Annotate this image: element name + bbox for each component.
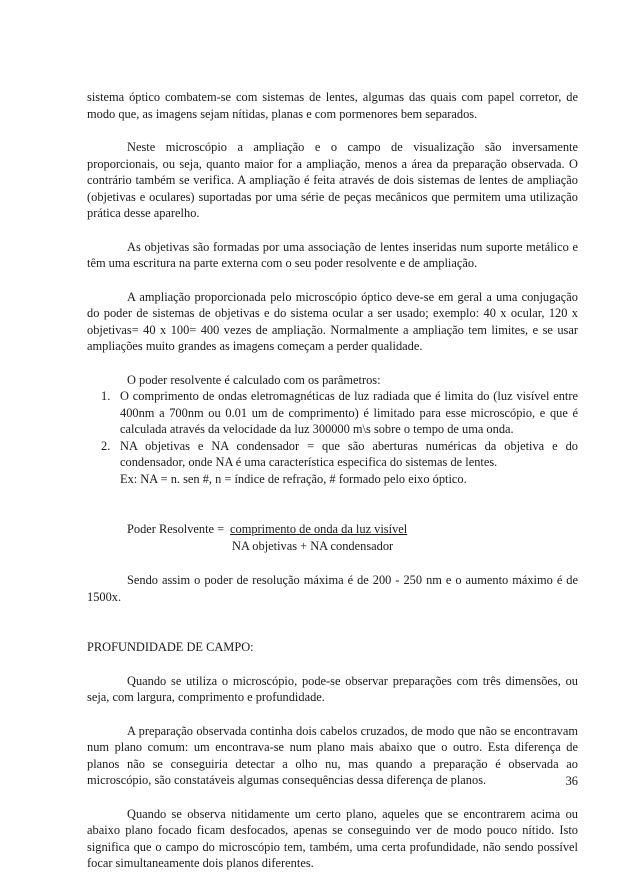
section-heading: PROFUNDIDADE DE CAMPO:	[87, 640, 254, 654]
list-item-number: 2.	[101, 438, 111, 453]
list-example	[87, 471, 578, 488]
paragraph-7: Quando se utiliza o microscópio, pode-se observar preparações com três dimensões, ou seja, com largura, comprimento e profundidade.	[87, 673, 578, 704]
document-body	[87, 89, 578, 872]
paragraph-2: Neste microscópio a ampliação e o campo de visualização são inversamente proporcionais, ou seja, quanto maior for a ampliação, menos a área da preparação observada. O contrário também se verifica. A ampliação é feita através de dois sistemas de lentes de ampliação (objetivas e oculares) suportadas por uma série de peças mecânicos que permitem uma utilização prática desse aparelho.	[87, 140, 578, 220]
paragraph-1: sistema óptico combatem-se com sistemas de lentes, algumas das quais com papel corretor, de modo que, as imagens sejam nítidas, planas e com pormenores bem separados.	[87, 90, 578, 121]
parameter-list	[87, 388, 578, 487]
formula-denominator: NA objetivas + NA condensador	[232, 539, 394, 553]
paragraph-5-intro: O poder resolvente é calculado com os parâmetros:	[127, 372, 381, 387]
list-item-number: 1.	[101, 389, 111, 403]
paragraph-8: A preparação observada continha dois cabelos cruzados, de modo que não se encontravam num plano comum: um encontrava-se num plano mais abaixo que o outro. Esta diferença de planos não se conseguiria detectar a olho nu, mas quando a preparação é observada ao microscópio, são constatáveis algumas consequências dessa diferença de planos.	[87, 723, 578, 787]
formula-numerator: comprimento de onda da luz visível	[230, 522, 408, 536]
paragraph-4: A ampliação proporcionada pelo microscópio óptico deve-se em geral a uma conjugação do poder de sistemas de objetivas e do sistema ocular a ser usado; exemplo: 40 x ocular, 120 x objetivas= 40 x 100= 400 vezes de ampliação. Normalmente a ampliação tem limites, e se usar ampliações muito grandes as imagens começam a perder qualidade.	[87, 289, 578, 353]
paragraph-3: As objetivas são formadas por uma associação de lentes inseridas num suporte metálico e têm uma escritura na parte externa com o seu poder resolvente e de ampliação.	[87, 239, 578, 270]
list-item	[87, 438, 578, 471]
list-item-text: O comprimento de ondas eletromagnéticas de luz radiada que é limita do (luz visível entre 400nm a 700nm ou 0.01 um de comprimento) é limitado para esse microscópio, e que é calculada através da velocidade da luz 300000 m\s sobre o tempo de uma onda.	[120, 389, 578, 436]
list-example-text: Ex: NA = n. sen #, n = índice de refração, # formado pelo eixo óptico.	[120, 471, 467, 486]
page-number: 36	[565, 774, 578, 788]
resolving-power-formula	[87, 521, 578, 555]
paragraph-9: Quando se observa nitidamente um certo plano, aqueles que se encontrarem acima ou abaixo plano focado ficam desfocados, apenas se conseguindo ver de modo pouco nítido. Isto significa que o campo do microscópio tem, também, uma certa profundidade, não sendo possível focar simultaneamente dois planos diferentes.	[87, 806, 578, 870]
list-item	[87, 388, 578, 438]
formula-label: Poder Resolvente =	[127, 522, 225, 536]
paragraph-6: Sendo assim o poder de resolução máxima é de 200 - 250 nm e o aumento máximo é de 1500x.	[87, 573, 578, 604]
list-item-text: NA objetivas e NA condensador = que são aberturas numéricas da objetiva e do condensador, onde NA é uma característica especifica do sistemas de lentes.	[120, 438, 578, 469]
